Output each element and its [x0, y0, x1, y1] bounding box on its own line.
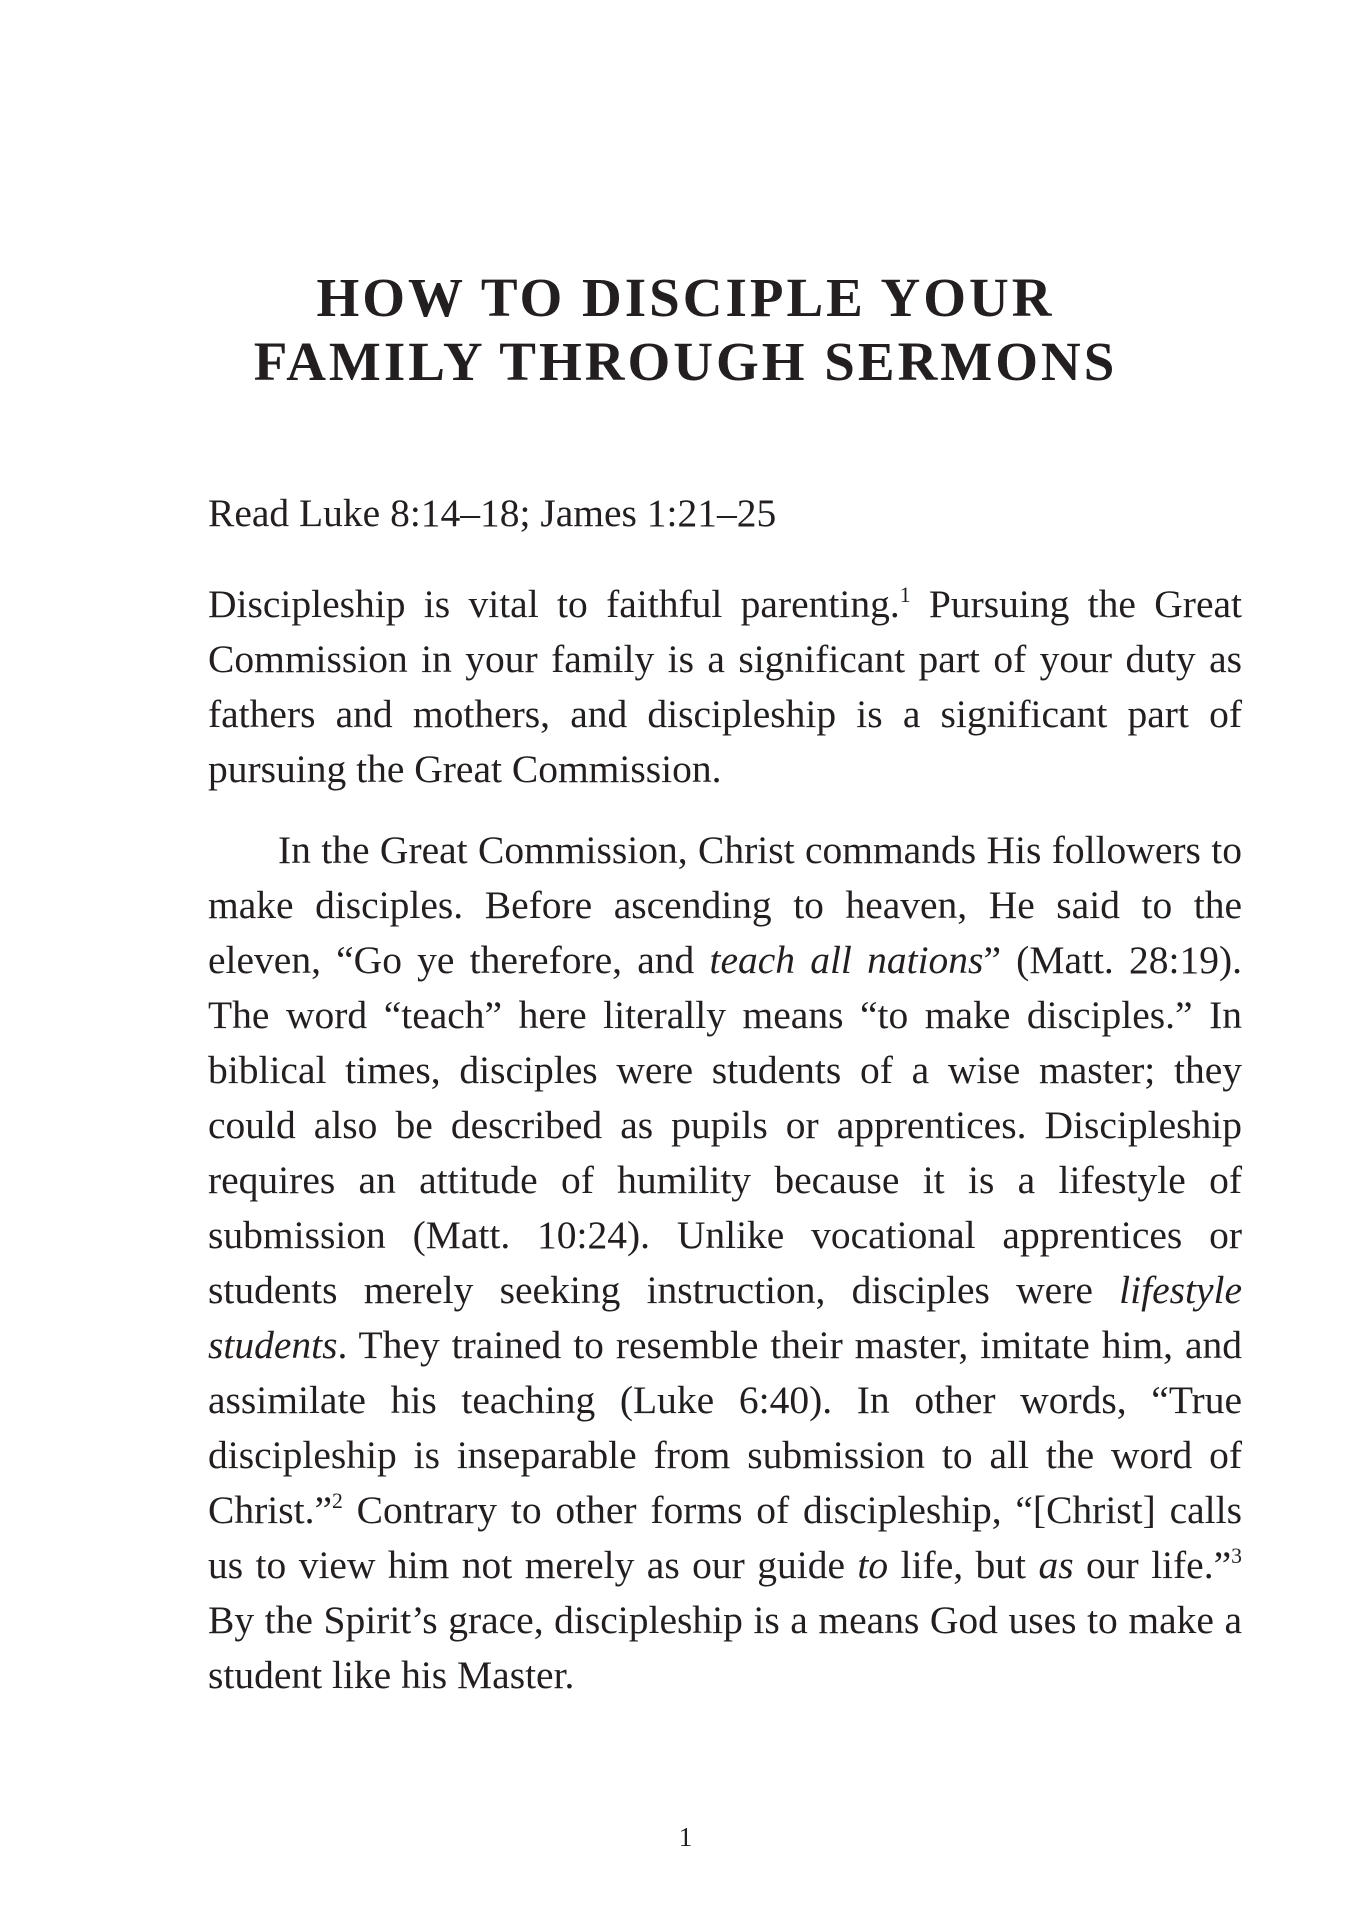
emphasis-lifestyle-students: lifestyle students: [208, 1268, 1242, 1367]
paragraph-1-text-a: Discipleship is vital to faithful parenting.: [208, 582, 900, 626]
paragraph-2-text-e: life, but: [888, 1543, 1039, 1587]
paragraph-2: [208, 823, 1242, 1703]
paragraph-2-text-d: Contrary to other forms of discipleship, “[Christ] calls us to view him not merely as our guide: [208, 1488, 1242, 1587]
emphasis-as: as: [1038, 1543, 1074, 1587]
paragraph-2-text-f: our life.”: [1073, 1543, 1232, 1587]
footnote-ref-1: 1: [899, 582, 911, 607]
paragraph-2-text-a: In the Great Commission, Christ commands His followers to make disciples. Before ascending to heaven, He said to the eleven, “Go ye therefore, and: [208, 828, 1242, 982]
emphasis-to: to: [857, 1543, 889, 1587]
chapter-title-line-2: FAMILY THROUGH SERMONS: [253, 331, 1118, 392]
emphasis-teach-all-nations: teach all nations: [709, 938, 984, 982]
footnote-ref-2: 2: [331, 1488, 343, 1513]
paragraph-2-text-c: . They trained to resemble their master, imitate him, and assimilate his teaching (Luke 6:40). In other words, “True discipleship is inseparable from submission to all the word of Christ.”: [208, 1323, 1242, 1532]
paragraph-2-text-g: By the Spirit’s grace, discipleship is a means God uses to make a student like his Master.: [208, 1598, 1242, 1697]
paragraph-2-text-b: ” (Matt. 28:19). The word “teach” here literally means “to make disciples.” In biblical times, disciples were students of a wise master; they could also be described as pupils or apprentices. Discipleship requires an attitude of humility because it is a lifestyle of submission (Matt. 10:24). Unlike vocational apprentices or students merely seeking instruction, disciples were: [208, 938, 1242, 1312]
chapter-title: [0, 266, 1371, 394]
body-text: [208, 486, 1242, 1729]
paragraph-1-text-b: Pursuing the Great Commission in your family is a significant part of your duty as fathers and mothers, and discipleship is a significant part of pursuing the Great Commission.: [208, 582, 1242, 791]
chapter-title-line-1: HOW TO DISCIPLE YOUR: [316, 267, 1055, 328]
scripture-reading: Read Luke 8:14–18; James 1:21–25: [208, 491, 777, 535]
paragraph-1: [208, 577, 1242, 797]
page-number: 1: [678, 1822, 693, 1852]
footnote-ref-3: 3: [1231, 1543, 1242, 1568]
